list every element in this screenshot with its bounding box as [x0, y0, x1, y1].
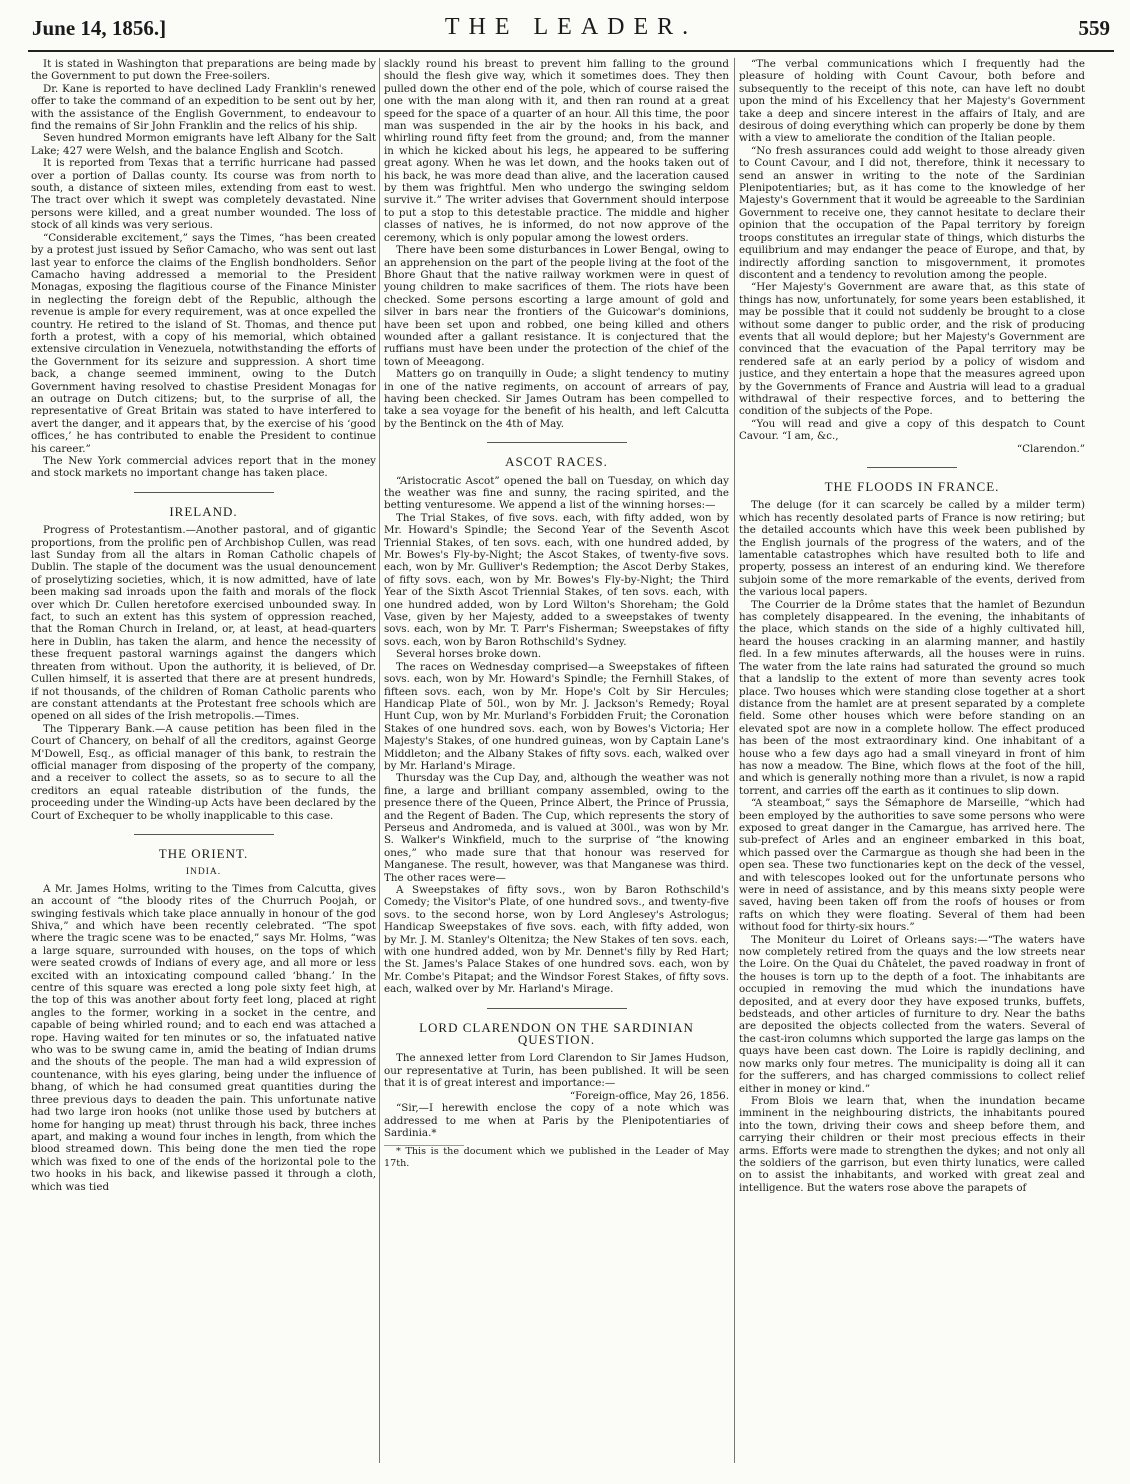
paragraph: “Considerable excitement,” says the Times, “has been created by a protest just issued by Señor Camacho, who was sent out last last year to enforce the claims of the English bondholders. Señor Camacho having addressed a memorial to the President Monagas, exposing the flagitious course of the Finance Minister in neglecting the foreign debt of the Republic, although the revenue is ample for every requirement, was at once expelled the country. He retired to the island of St. Thomas, and thence put forth a protest, with a copy of his memorial, which obtained extensive circulation in Venezuela, notwithstanding the efforts of the Government for its seizure and suppression. A short time back, a change seemed imminent, owing to the Dutch Government having resolved to chastise President Monagas for an outrage on Dutch citizens; but, to the surprise of all, the representative of Great Britain was stated to have interfered to avert the danger, and it appears that, by the exercise of his ‘good offices,’ he has contributed to enable the President to continue his career.”: [31, 231, 376, 455]
paragraph: The Moniteur du Loiret of Orleans says:—“The waters have now completely retired from the quays and the low streets near the Loire. On the Quai du Châtelet, the paved roadway in front of the houses is torn up to the depth of a foot. The inhabitants are occupied in removing the mud which the inundations have deposited, and at every door they have exposed trunks, buffets, bedsteads, and other articles of furniture to dry. Near the baths are deposited the objects collected from the waters. Several of the cast-iron columns which supported the large gas lamps on the quays have been cast down. The Loire is rapidly declining, and now marks only four metres. The municipality is doing all it can for the sufferers, and has charged commissions to collect relief either in money or kind.”: [739, 933, 1085, 1095]
paragraph: From Blois we learn that, when the inundation became imminent in the neighbouring districts, the inhabitants poured into the town, driving their cows and sheep before them, and carrying their children or their most precious effects in their arms. Efforts were made to strengthen the dykes; and not only all the soldiers of the garrison, but even thirty lunatics, were called on to assist the inhabitants, and worked with great zeal and intelligence. But the waters rose above the parapets of: [739, 1094, 1085, 1194]
column-rule-left: [379, 58, 380, 1463]
paragraph: Matters go on tranquilly in Oude; a slight tendency to mutiny in one of the native regiments, on account of arrears of pay, having been checked. Sir James Outram has been compelled to take a sea voyage for the benefit of his health, and left Calcutta by the Bentinck on the 4th of May.: [384, 368, 729, 430]
paragraph: Thursday was the Cup Day, and, although the weather was not fine, a large and brilliant company assembled, owing to the presence there of the Queen, Prince Albert, the Prince of Prussia, and the Regent of Baden. The Cup, which represents the story of Perseus and Andromeda, and is valued at 300l., was won by Mr. S. Walker's Winkfield, much to the surprise of “the knowing ones,” who made sure that that honour was reserved for Manganese. The result, however, was that Manganese was third. The other races were—: [384, 772, 729, 884]
paragraph: Dr. Kane is reported to have declined Lady Franklin's renewed offer to take the command of an expedition to be sent out by her, with the assistance of the English Government, to endeavour to find the remains of Sir John Franklin and the relics of his ship.: [31, 82, 376, 133]
paragraph: Several horses broke down.: [396, 648, 542, 661]
paragraph: “No fresh assurances could add weight to those already given to Count Cavour, and I did not, therefore, think it necessary to send an answer in writing to the note of the Sardinian Plenipotentiaries; but, as it has come to the knowledge of her Majesty's Government that it would be agreeable to the Sardinian Government to receive one, they cannot hesitate to declare their opinion that the occupation of the Papal territory by foreign troops constitutes an irregular state of things, which disturbs the equilibrium and may endanger the peace of Europe, and that, by indirectly affording sanction to misgovernment, it promotes discontent and a tendency to revolution among the people.: [739, 144, 1085, 281]
paragraph: Progress of Protestantism.—Another pastoral, and of gigantic proportions, from the prolific pen of Archbishop Cullen, was read last Sunday from all the altars in Roman Catholic chapels of Dublin. The staple of the document was the usual denouncement of proselytizing societies, which, it is now admitted, have of late been making sad inroads upon the faith and morals of the flock over which Dr. Cullen heretofore exercised unbounded sway. In fact, to such an extent has this system of oppression reached, that the Roman Church in Ireland, or, at least, at head-quarters here in Dublin, has taken the alarm, and hence the necessity of these frequent pastoral warnings against the dangers which threaten from without. Upon the authority, it is believed, of Dr. Cullen himself, it is asserted that there are at present hundreds, if not thousands, of the children of Roman Catholic parents who are constant attendants at the Protestant free schools which are opened on all sides of the Irish metropolis.—Times.: [31, 524, 376, 723]
paragraph: It is stated in Washington that preparations are being made by the Government to put down the Free-soilers.: [31, 58, 376, 83]
paragraph: The deluge (for it can scarcely be called by a milder term) which has recently desolated parts of France is now retiring; but the detailed accounts which have this week been published by the English journals of the progress of the waters, and of the lamentable catastrophes which have resulted both to life and property, possess an interest of an enduring kind. We therefore subjoin some of the more remarkable of the events, derived from the various local papers.: [739, 499, 1085, 599]
section-divider: [134, 834, 274, 835]
letter-signature: “Clarendon.”: [1016, 442, 1085, 455]
issue-date: June 14, 1856.]: [32, 16, 167, 40]
paragraph: “A steamboat,” says the Sémaphore de Marseille, “which had been employed by the authorities to save some persons who were exposed to great danger in the Camargue, has arrived here. The sub-prefect of Arles and an engineer embarked in this boat, which passed over the Carmargue as though she had been in the open sea. These two functionaries kept on the deck of the vessel, and with telescopes looked out for the unfortunate persons who were in need of assistance, and by this means sixty people were saved, having been taken off from the roofs of houses or from rafts on which they were floating. Several of them had been without food for thirty-six hours.”: [739, 797, 1085, 934]
paragraph: It is reported from Texas that a terrific hurricane had passed over a portion of Dallas county. Its course was from north to south, a distance of sixteen miles, extending from east to west. The tract over which it swept was completely devastated. Nine persons were killed, and a great number wounded. The loss of stock of all kinds was very serious.: [31, 157, 376, 232]
paragraph: slackly round his breast to prevent him falling to the ground should the flesh give way, which it sometimes does. They then pulled down the other end of the pole, which of course raised the one with the man along with it, and then ran round at a great speed for the space of a quarter of an hour. All this time, the poor man was suspended in the air by the hooks in his back, and whirling round fifty feet from the ground; and, from the manner in which he kicked about his legs, he appeared to be suffering great agony. When he was let down, and the hooks taken out of his back, he was more dead than alive, and the laceration caused by them was frightful. Men who undergo the swinging seldom survive it.” The writer advises that Government should interpose to put a stop to this detestable practice. The middle and higher classes of natives, he is informed, do not now approve of the ceremony, which is only popular among the lowest orders.: [384, 58, 729, 244]
paragraph: “Aristocratic Ascot” opened the ball on Tuesday, on which day the weather was fine and sunny, the racing spirited, and the betting venturesome. We append a list of the winning horses:—: [384, 474, 729, 512]
section-divider: [134, 492, 274, 493]
masthead: [28, 10, 1114, 52]
paragraph: The Trial Stakes, of five sovs. each, with fifty added, won by Mr. Howard's Spindle; the Second Year of the Seventh Ascot Triennial Stakes, of ten sovs. each, with one hundred added, by Mr. Bowes's Fly-by-Night; the Ascot Stakes, of twenty-five sovs. each, won by Mr. Gulliver's Redemption; the Ascot Derby Stakes, of fifty sovs. each, won by Mr. Bowes's Fly-by-Night; the Third Year of the Sixth Ascot Triennial Stakes, of ten sovs. each, with one hundred added, won by Lord Wilton's Shoreham; the Gold Vase, given by her Majesty, added to a sweepstakes of twenty sovs. each, won by Mr. T. Parr's Fisherman; Sweepstakes of fifty sovs. each, won by Baron Rothschild's Sydney.: [384, 511, 729, 648]
page-number: 559: [1078, 16, 1110, 40]
newspaper-title: THE LEADER.: [444, 14, 698, 40]
section-divider: [487, 442, 627, 443]
section-heading-orient: THE ORIENT.: [158, 845, 249, 861]
letter-dateline: “Foreign-office, May 26, 1856.: [569, 1089, 729, 1102]
paragraph: The Tipperary Bank.—A cause petition has been filed in the Court of Chancery, on behalf of all the creditors, against George M'Dowell, Esq., as official manager of this bank, to restrain the official manager from disposing of the property of the company, and a receiver to collect the assets, so as to secure to all the creditors an equal rateable distribution of the funds, the proceeding under the Winding-up Acts have been declared by the Court of Exchequer to be wholly inapplicable to this case.: [31, 722, 376, 822]
subheading-india: INDIA.: [185, 867, 222, 878]
paragraph: A Sweepstakes of fifty sovs., won by Baron Rothschild's Comedy; the Visitor's Plate, of one hundred sovs., and twenty-five sovs. to the second horse, won by Lord Anglesey's Astrologus; Handicap Sweepstakes of five sovs. each, with fifty added, won by Mr. J. M. Stanley's Oltenitza; the New Stakes of ten sovs. each, with one hundred added, won by Mr. Dennet's filly by Red Hart; the St. James's Palace Stakes of one hundred sovs. each, won by Mr. Combe's Pitapat; and the Windsor Forest Stakes, of fifty sovs. each, walked over by Mr. Harland's Mirage.: [384, 884, 729, 996]
paragraph: The races on Wednesday comprised—a Sweepstakes of fifteen sovs. each, won by Mr. Howard's Spindle; the Fernhill Stakes, of fifteen sovs. each, won by Mr. Hope's Colt by Sir Hercules; Handicap Plate of 50l., won by Mr. J. Jackson's Remedy; Royal Hunt Cup, won by Mr. Murland's Forbidden Fruit; the Coronation Stakes of one hundred sovs. each, won by Bowes's Victoria; Her Majesty's Stakes, of one hundred guineas, won by Captain Lane's Middleton; and the Albany Stakes of fifty sovs. each, walked over by Mr. Harland's Mirage.: [384, 660, 729, 772]
column-1: [31, 58, 376, 1472]
footnote: * This is the document which we published in the Leader of May 17th.: [384, 1146, 729, 1169]
paragraph: There have been some disturbances in Lower Bengal, owing to an apprehension on the part of the people living at the foot of the Bhore Ghaut that the native railway workmen were in quest of young children to make sacrifices of them. The riots have been checked. Some persons escorting a large amount of gold and silver in bars near the frontiers of the Guicowar's dominions, have been set upon and robbed, one being killed and others wounded after a gallant resistance. It is conjectured that the ruffians must have been under the protection of the chief of the town of Meeagong.: [384, 244, 729, 368]
paragraph: The annexed letter from Lord Clarendon to Sir James Hudson, our representative at Turin, has been published. It will be seen that it is of great interest and importance:—: [384, 1052, 729, 1090]
column-3: [739, 58, 1085, 1472]
paragraph: “You will read and give a copy of this despatch to Count Cavour. “I am, &c.,: [739, 417, 1085, 443]
column-2: [384, 58, 729, 1472]
section-divider: [487, 1008, 627, 1009]
paragraph: A Mr. James Holms, writing to the Times from Calcutta, gives an account of “the bloody rites of the Churruch Poojah, or swinging festivals which take place annually in honour of the god Shiva,” and which have been recently celebrated. “The spot where the tragic scene was to be enacted,” says Mr. Holms, “was a large square, surrounded with houses, on the tops of which were seated crowds of Indians of every age, and all more or less excited with an intoxicating compound called ‘bhang.’ In the centre of this square was erected a long pole sixty feet high, at the top of this was another about forty feet long, placed at right angles to the former, working in a socket in the centre, and capable of being whirled round; and to each end was attached a rope. Having waited for ten minutes or so, the infatuated native who was to be swung came in, amid the beating of Indian drums and the shouts of the people. The man had a wild expression of countenance, with his eyes glaring, being under the influence of bhang, of which he had consumed great quantities during the three previous days to deaden the pain. This unfortunate native had two large iron hooks (not unlike those used by butchers at home for hanging up meat) thrust through his back, three inches apart, and making a wound four inches in length, from which the blood streamed down. This being done the men tied the rope which was fixed to one of the ends of the horizontal pole to the two hooks in his back, and likewise passed it through a cloth, which was tied: [31, 882, 376, 1193]
section-heading-ascot: ASCOT RACES.: [505, 454, 608, 470]
paragraph: The New York commercial advices report that in the money and stock markets no important change has taken place.: [31, 455, 376, 480]
paragraph: The Courrier de la Drôme states that the hamlet of Bezundun has completely disappeared. In the evening, the inhabitants of the place, which stands on the side of a highly cultivated hill, heard the houses cracking in an alarming manner, and hastily fled. In a few minutes afterwards, all the houses were in ruins. The water from the late rains had saturated the ground so much that a landslip to the extent of more than seventy acres took place. Two houses which were standing close together at a short distance from the hamlet are at present separated by a complete field. Some other houses which were before standing on an elevated spot are now in a complete hollow. The effect produced has been of the most extraordinary kind. One inhabitant of a house who a few days ago had a small vineyard in front of him has now a meadow. The Bine, which flows at the foot of the hill, and which is generally nothing more than a rivulet, is now a rapid torrent, and carries off the earth as it continues to slip down.: [739, 598, 1085, 797]
section-divider: [867, 467, 957, 468]
section-heading-ireland: IRELAND.: [169, 503, 238, 519]
section-heading-clarendon: LORD CLARENDON ON THE SARDINIAN QUESTION.: [419, 1019, 694, 1048]
section-heading-floods: THE FLOODS IN FRANCE.: [824, 479, 1000, 494]
paragraph: “The verbal communications which I frequently had the pleasure of holding with Count Cavour, both before and subsequently to the receipt of this note, can have left no doubt upon the mind of his Excellency that her Majesty's Government take a deep and sincere interest in the affairs of Italy, and are desirous of doing everything which can properly be done by them with a view to ameliorate the condition of the Italian people.: [739, 58, 1085, 145]
paragraph: “Her Majesty's Government are aware that, as this state of things has now, unfortunately, for some years been established, it may be possible that it could not suddenly be brought to a close without some danger to public order, and the risk of producing events that all would deplore; but her Majesty's Government are convinced that the evacuation of the Papal territory may be rendered safe at an early period by a policy of wisdom and justice, and they entertain a hope that the measures agreed upon by the Governments of France and Austria will lead to a gradual withdrawal of their respective forces, and to bettering the condition of the subjects of the Pope.: [739, 281, 1085, 418]
paragraph: “Sir,—I herewith enclose the copy of a note which was addressed to me when at Paris by the Plenipotentiaries of Sardinia.*: [384, 1102, 729, 1139]
paragraph: Seven hundred Mormon emigrants have left Albany for the Salt Lake; 427 were Welsh, and the balance English and Scotch.: [31, 132, 376, 157]
column-rule-right: [734, 58, 735, 1463]
